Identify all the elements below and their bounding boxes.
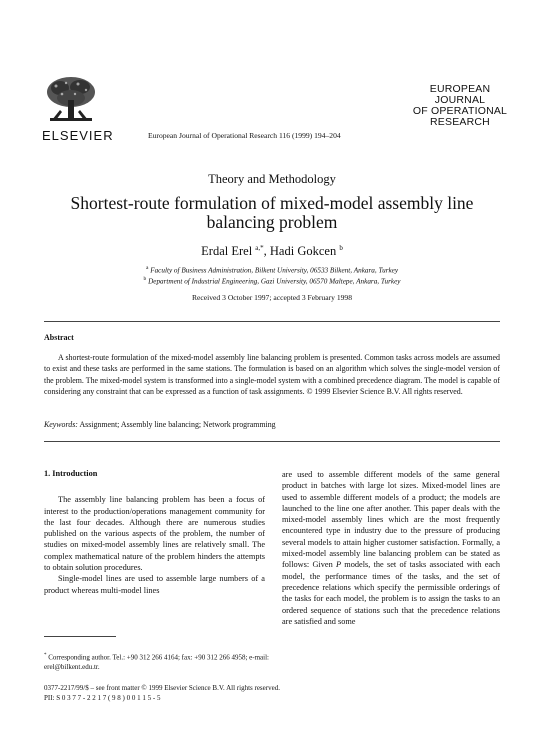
author-separator: , (263, 244, 270, 259)
author-list (0, 244, 544, 259)
copyright-block (44, 684, 280, 703)
body-paragraph-cont: models, the set of tasks associated with each model, the performance times of the tasks, and the set of precedence relations which specify the permissible orderings of the tasks for each model, the problem is to assign the tasks to an ordered sequence of stations such that the precedence relations are satisfied and some (282, 560, 500, 626)
footnote-text: Corresponding author. Tel.: +90 312 266 4164; fax: +90 312 266 4958; e-mail: erel@bilkent.edu.tr. (44, 653, 270, 671)
body-paragraph: Single-model lines are used to assemble large numbers of a product whereas multi-model lines (44, 574, 265, 595)
author-marks: a,* (255, 244, 264, 252)
elsevier-tree-logo-icon (42, 74, 100, 126)
section-heading: 1. Introduction (44, 469, 98, 478)
affiliation-text: Department of Industrial Engineering, Gazi University, 06570 Maltepe, Ankara, Turkey (148, 277, 401, 286)
publisher-name: ELSEVIER (42, 128, 114, 143)
received-dates: Received 3 October 1997; accepted 3 February 1998 (191, 293, 353, 302)
keywords-text: Assignment; Assembly line balancing; Network programming (77, 420, 276, 429)
journal-citation: European Journal of Operational Research 116 (1999) 194–204 (148, 131, 341, 140)
author-name: Hadi Gokcen (269, 244, 337, 259)
author-marks: b (339, 244, 343, 252)
affiliation-mark: b (143, 276, 147, 282)
paper-title: Shortest-route formulation of mixed-model assembly line balancing problem (70, 193, 474, 232)
footnote-divider (44, 636, 116, 637)
keywords (44, 420, 500, 429)
footnote-mark: * (44, 653, 47, 658)
affiliation-mark: a (145, 265, 149, 271)
journal-logo-line: EUROPEAN (429, 83, 491, 95)
affiliation (60, 276, 484, 285)
body-column-left (44, 468, 265, 596)
abstract-text: A shortest-route formulation of the mixed-model assembly line balancing problem is presented. Common tasks across models are assumed to exist and these tasks are performed in the same stations. The formulation is based on an algorithm which solves the single-model version of the problem. The mixed-model system is transformed into a single-model system with a combined precedence diagram. The model is capable of considering any constraint that can be expressed as a function of task assignments. © 1999 Elsevier Science B.V. All rights reserved. (44, 353, 500, 397)
body-paragraph: are used to assemble different models of the same general product in batches with large lot sizes. Mixed-model lines are used to assemble different models of a product; the models are launched to the line one after another. This paper deals with the mixed-model assembly lines which are the most frequently encountered type in industry due to the pressure of producing several models to attain higher customer satisfaction. Formally, a mixed-model assembly line balancing problem can be stated as follows: Given (282, 470, 500, 570)
journal-logo (410, 84, 510, 128)
keywords-label: Keywords: (44, 420, 78, 429)
divider (44, 441, 500, 442)
journal-logo-line: JOURNAL (434, 94, 486, 106)
divider (44, 321, 500, 322)
copyright-line: 0377-2217/99/$ – see front matter © 1999 Elsevier Science B.V. All rights reserved. (44, 684, 280, 692)
affiliation (60, 265, 484, 274)
footnote (44, 651, 270, 672)
abstract-heading: Abstract (44, 333, 74, 342)
journal-logo-line: OF OPERATIONAL (412, 105, 508, 117)
author-name: Erdal Erel (201, 244, 253, 259)
affiliation-text: Faculty of Business Administration, Bilkent University, 06533 Bilkent, Ankara, Turkey (150, 266, 399, 275)
body-column-right (282, 469, 500, 627)
pii-line: PII: S 0 3 7 7 - 2 2 1 7 ( 9 8 ) 0 0 1 1 5 - 5 (44, 693, 161, 702)
section-label: Theory and Methodology (208, 172, 336, 186)
journal-logo-line: RESEARCH (430, 116, 490, 128)
body-paragraph: The assembly line balancing problem has been a focus of interest to the production/operations management community for the last four decades. Although there are numerous studies published on the various aspects of the problem, the number of studies on mixed-model assembly lines are relatively small. The complex mathematical nature of the problem hinders the attempts to obtain solution procedures. (44, 495, 265, 573)
variable-p: P (335, 560, 342, 570)
